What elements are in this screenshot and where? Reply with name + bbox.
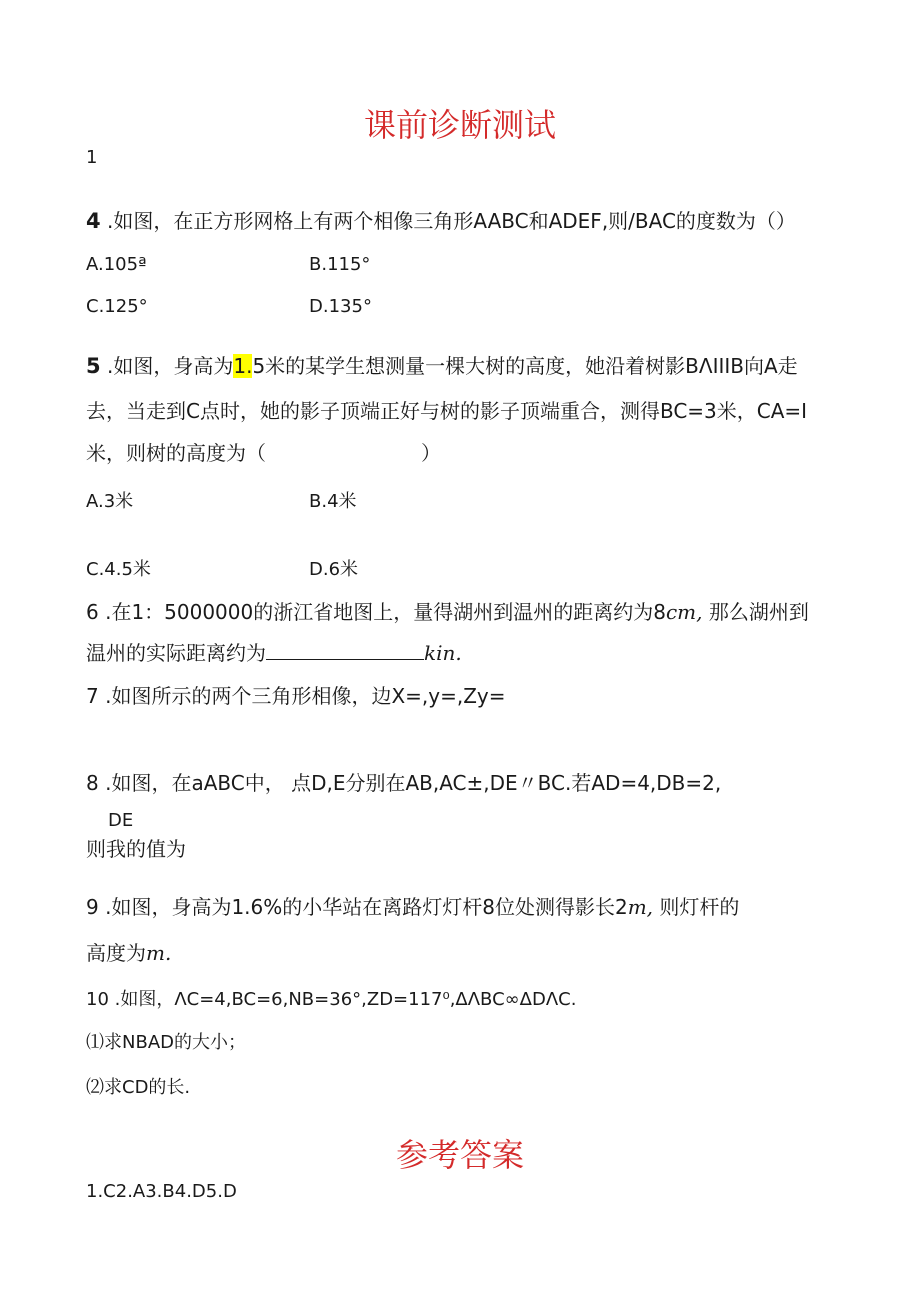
question-10-line-1: 10 .如图，ΛC=4,BC=6,NB=36°,ZD=117⁰,ΔΛBC∞ΔDΛC. <box>86 989 577 1010</box>
unit-cm: cm, <box>665 600 703 624</box>
question-6-text-a: 6 .在1：5000000的浙江省地图上，量得湖州到温州的距离约为8 <box>86 600 666 624</box>
question-4-text: .如图，在正方形网格上有两个相像三角形AABC和ADEF,则/BAC的度数为（） <box>100 209 796 233</box>
question-5-text-a: .如图，身高为 <box>100 354 234 378</box>
question-8-line-1: 8 .如图，在aABC中， 点D,E分别在AB,AC±,DE〃BC.若AD=4,DB=2, <box>86 771 722 795</box>
question-9-text-b: 则灯杆的 <box>653 895 740 919</box>
q4-option-c: C.125° <box>86 296 148 317</box>
question-10-sub-1: ⑴求NBAD的大小； <box>86 1032 246 1053</box>
page-title: 课前诊断测试 <box>363 106 556 144</box>
highlighted-text: 1. <box>233 354 253 378</box>
question-6-line-2 <box>86 637 462 666</box>
question-6-line-1 <box>86 596 809 625</box>
question-6-line-2-a: 温州的实际距离约为 <box>86 641 266 665</box>
q5-option-a: A.3米 <box>86 491 134 512</box>
question-10-sub-2: ⑵求CD的长. <box>86 1077 191 1098</box>
section-number: 1 <box>86 147 98 168</box>
question-5-line-3-a: 米，则树的高度为（ <box>86 441 266 465</box>
question-4-number: 4 <box>86 209 101 233</box>
answer-blank[interactable] <box>266 641 424 660</box>
question-7: 7 .如图所示的两个三角形相像，边X=,y=,Zy= <box>86 684 506 708</box>
question-5-line-3 <box>86 437 441 466</box>
answers-text: 1.C2.A3.B4.D5.D <box>86 1181 237 1202</box>
question-5-number: 5 <box>86 354 101 378</box>
question-4 <box>86 205 796 234</box>
question-9-line-1 <box>86 891 739 920</box>
q4-option-a: A.105ª <box>86 254 147 275</box>
question-5-line-1 <box>86 350 798 379</box>
question-8-line-2: 则我的值为 <box>86 837 186 861</box>
question-8-fraction-top: DE <box>108 810 134 831</box>
q5-option-b: B.4米 <box>309 491 357 512</box>
question-9-line-2-a: 高度为 <box>86 941 146 965</box>
q5-option-d: D.6米 <box>309 559 359 580</box>
question-9-line-2 <box>86 937 171 966</box>
q5-option-c: C.4.5米 <box>86 559 151 580</box>
q4-option-b: B.115° <box>309 254 371 275</box>
question-5-line-3-b: ） <box>421 441 441 465</box>
unit-m-2: m. <box>146 941 172 965</box>
unit-m: m, <box>627 895 654 919</box>
question-5-text-b: 5米的某学生想测量一棵大树的高度，她沿着树影BΛIIIB向A走 <box>252 354 798 378</box>
answers-title: 参考答案 <box>395 1136 524 1174</box>
question-5-line-2: 去，当走到C点时，她的影子顶端正好与树的影子顶端重合，测得BC=3米，CA=I <box>86 399 808 423</box>
unit-km: kin. <box>424 641 462 665</box>
q4-option-d: D.135° <box>309 296 372 317</box>
question-9-text-a: 9 .如图，身高为1.6%的小华站在离路灯灯杆8位处测得影长2 <box>86 895 628 919</box>
question-6-text-b: 那么湖州到 <box>702 600 809 624</box>
